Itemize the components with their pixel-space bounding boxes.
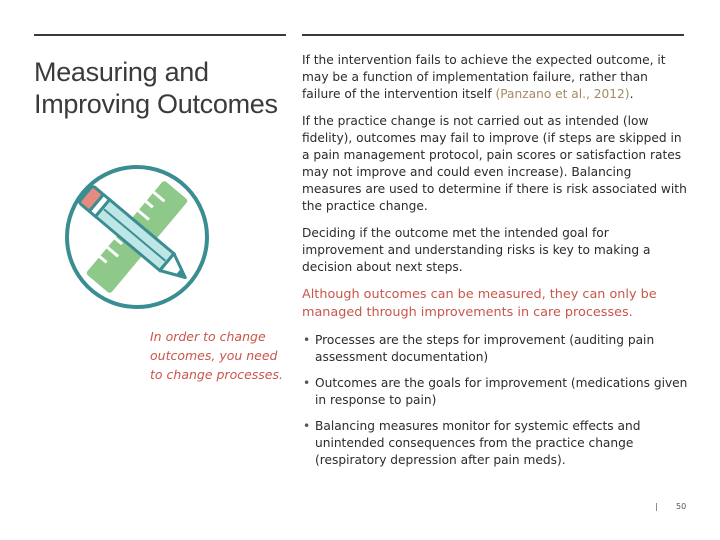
bullet-dot: • (303, 376, 311, 390)
bullet-list (302, 332, 688, 469)
paragraph-end: . (629, 87, 634, 101)
citation: (Panzano et al., 2012) (495, 87, 630, 101)
paragraph-implementation (302, 52, 688, 103)
pencil-ruler-icon (62, 162, 212, 312)
callout-quote: In order to change outcomes, you need to change processes. (150, 329, 283, 382)
bullet-text: Outcomes are the goals for improvement (medications given in response to pain) (315, 376, 688, 407)
content-rule (302, 34, 684, 36)
footer-separator: | (655, 502, 658, 511)
paragraph-text: If the intervention fails to achieve the expected outcome, it may be a function of implementation failure, rather than failure of the intervention itself (302, 53, 666, 101)
body-content (302, 52, 688, 478)
list-item (302, 332, 688, 366)
list-item (302, 375, 688, 409)
slide-title: Measuring and Improving Outcomes (34, 57, 278, 119)
bullet-text: Balancing measures monitor for systemic effects and unintended consequences from the practice change (respiratory depression after pain meds). (315, 419, 641, 467)
emphasis-statement: Although outcomes can be measured, they can only be managed through improvements in care processes. (302, 287, 657, 320)
paragraph-fidelity: If the practice change is not carried out as intended (low fidelity), outcomes may fail to improve (if steps are skipped in a pain management protocol, pain scores or satisfaction rates may not improve and could even increase). Balancing measures are used to determine if there is risk associated with the practice change. (302, 114, 687, 213)
bullet-text: Processes are the steps for improvement (auditing pain assessment documentation) (315, 333, 655, 364)
page-number: 50 (676, 502, 687, 511)
paragraph-decision: Deciding if the outcome met the intended goal for improvement and understanding risks is key to making a decision about next steps. (302, 226, 651, 274)
list-item (302, 418, 688, 469)
title-rule (34, 34, 286, 36)
bullet-dot: • (303, 419, 311, 433)
bullet-dot: • (303, 333, 311, 347)
